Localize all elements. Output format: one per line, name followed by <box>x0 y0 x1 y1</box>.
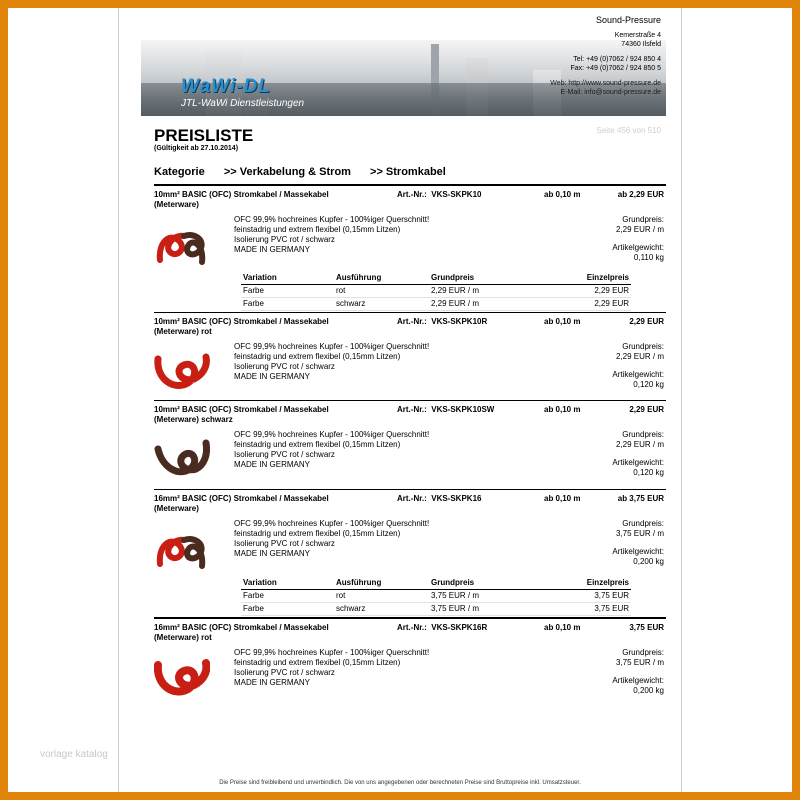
product-description: OFC 99,9% hochreines Kupfer - 100%iger Querschnitt! feinstadrig und extrem flexibel (0,15mm Litzen) Isolierung PVC rot / schwarz MADE IN GERMANY <box>234 430 430 469</box>
product-name: 16mm² BASIC (OFC) Stromkabel / Massekabel (Meterware) rot <box>154 623 329 642</box>
product-article-number: Art.-Nr.: VKS-SKPK10R <box>397 317 488 326</box>
company-name: Sound-Pressure <box>595 15 661 25</box>
section-divider <box>154 617 666 619</box>
breadcrumb-item: Kategorie <box>154 166 205 178</box>
variants-header: Variation Ausführung Grundpreis Einzelpreis <box>241 577 631 590</box>
product-article-number: Art.-Nr.: VKS-SKPK16R <box>397 623 488 632</box>
page-number: Seite 456 von 510 <box>596 126 661 135</box>
product-side-info: Grundpreis: 3,75 EUR / m Artikelgewicht: 0,200 kg <box>612 648 664 695</box>
section-divider <box>154 184 666 186</box>
product-name: 10mm² BASIC (OFC) Stromkabel / Massekabel (Meterware) schwarz <box>154 405 329 424</box>
cable-red-image <box>154 349 210 393</box>
section-divider <box>154 400 666 401</box>
cable-red-black-image <box>154 526 210 570</box>
table-row: Farbe rot 2,29 EUR / m 2,29 EUR <box>241 285 631 298</box>
product-name: 16mm² BASIC (OFC) Stromkabel / Massekabel (Meterware) <box>154 494 329 513</box>
product-min-qty: ab 0,10 m <box>544 190 581 199</box>
cable-black-image <box>154 437 210 481</box>
product-min-qty: ab 0,10 m <box>544 317 581 326</box>
breadcrumb <box>154 166 462 178</box>
product-description: OFC 99,9% hochreines Kupfer - 100%iger Querschnitt! feinstadrig und extrem flexibel (0,15mm Litzen) Isolierung PVC rot / schwarz MADE IN GERMANY <box>234 519 430 558</box>
section-divider <box>154 489 666 490</box>
company-address <box>550 16 661 97</box>
product-description: OFC 99,9% hochreines Kupfer - 100%iger Querschnitt! feinstadrig und extrem flexibel (0,15mm Litzen) Isolierung PVC rot / schwarz MADE IN GERMANY <box>234 648 430 687</box>
cable-red-image <box>154 655 210 699</box>
product-name: 10mm² BASIC (OFC) Stromkabel / Massekabel (Meterware) rot <box>154 317 329 336</box>
footer-disclaimer: Die Preise sind freibleibend und unverbindlich. Die von uns angegebenen oder berechneten Preise sind Bruttopreise inkl. Umsatzsteuer. <box>219 780 581 786</box>
product-price: ab 3,75 EUR <box>617 494 664 503</box>
breadcrumb-item: >> Stromkabel <box>370 166 446 178</box>
product-side-info: Grundpreis: 2,29 EUR / m Artikelgewicht: 0,110 kg <box>612 215 664 262</box>
validity-note: (Gültigkeit ab 27.10.2014) <box>154 145 239 152</box>
banner-tagline: JTL-WaWi Dienstleistungen <box>181 98 305 109</box>
product-min-qty: ab 0,10 m <box>544 623 581 632</box>
product-name: 10mm² BASIC (OFC) Stromkabel / Massekabel (Meterware) <box>154 190 329 209</box>
product-side-info: Grundpreis: 3,75 EUR / m Artikelgewicht: 0,200 kg <box>612 519 664 566</box>
company-email[interactable]: E-Mail: info@sound-pressure.de <box>560 89 661 96</box>
company-street: Kemerstraße 4 <box>614 32 661 39</box>
page-title: PREISLISTE <box>154 126 254 145</box>
table-row: Farbe schwarz 2,29 EUR / m 2,29 EUR <box>241 298 631 311</box>
product-description: OFC 99,9% hochreines Kupfer - 100%iger Querschnitt! feinstadrig und extrem flexibel (0,15mm Litzen) Isolierung PVC rot / schwarz MADE IN GERMANY <box>234 215 430 254</box>
product-price: 2,29 EUR <box>629 405 664 414</box>
variants-table <box>241 272 631 311</box>
company-web[interactable]: Web: http://www.sound-pressure.de <box>550 80 661 87</box>
variants-header: Variation Ausführung Grundpreis Einzelpreis <box>241 272 631 285</box>
breadcrumb-item: >> Verkabelung & Strom <box>223 166 351 178</box>
variants-table <box>241 577 631 616</box>
company-fax: Fax: +49 (0)7062 / 924 850 5 <box>570 65 661 72</box>
product-min-qty: ab 0,10 m <box>544 494 581 503</box>
product-price: 3,75 EUR <box>629 623 664 632</box>
product-price: ab 2,29 EUR <box>617 190 664 199</box>
product-side-info: Grundpreis: 2,29 EUR / m Artikelgewicht: 0,120 kg <box>612 342 664 389</box>
product-description: OFC 99,9% hochreines Kupfer - 100%iger Querschnitt! feinstadrig und extrem flexibel (0,15mm Litzen) Isolierung PVC rot / schwarz MADE IN GERMANY <box>234 342 430 381</box>
price-list-page <box>118 8 682 792</box>
product-min-qty: ab 0,10 m <box>544 405 581 414</box>
section-divider <box>154 312 666 313</box>
product-article-number: Art.-Nr.: VKS-SKPK10 <box>397 190 482 199</box>
product-article-number: Art.-Nr.: VKS-SKPK16 <box>397 494 482 503</box>
product-side-info: Grundpreis: 2,29 EUR / m Artikelgewicht: 0,120 kg <box>612 430 664 477</box>
company-tel: Tel: +49 (0)7062 / 924 850 4 <box>573 56 661 63</box>
product-article-number: Art.-Nr.: VKS-SKPK10SW <box>397 405 495 414</box>
table-row: Farbe schwarz 3,75 EUR / m 3,75 EUR <box>241 603 631 616</box>
watermark-text: vorlage katalog <box>40 749 108 760</box>
table-row: Farbe rot 3,75 EUR / m 3,75 EUR <box>241 590 631 603</box>
product-price: 2,29 EUR <box>629 317 664 326</box>
company-city: 74360 Ilsfeld <box>621 41 661 48</box>
wawi-logo: WaWi-DL <box>181 76 271 97</box>
cable-red-black-image <box>154 222 210 266</box>
